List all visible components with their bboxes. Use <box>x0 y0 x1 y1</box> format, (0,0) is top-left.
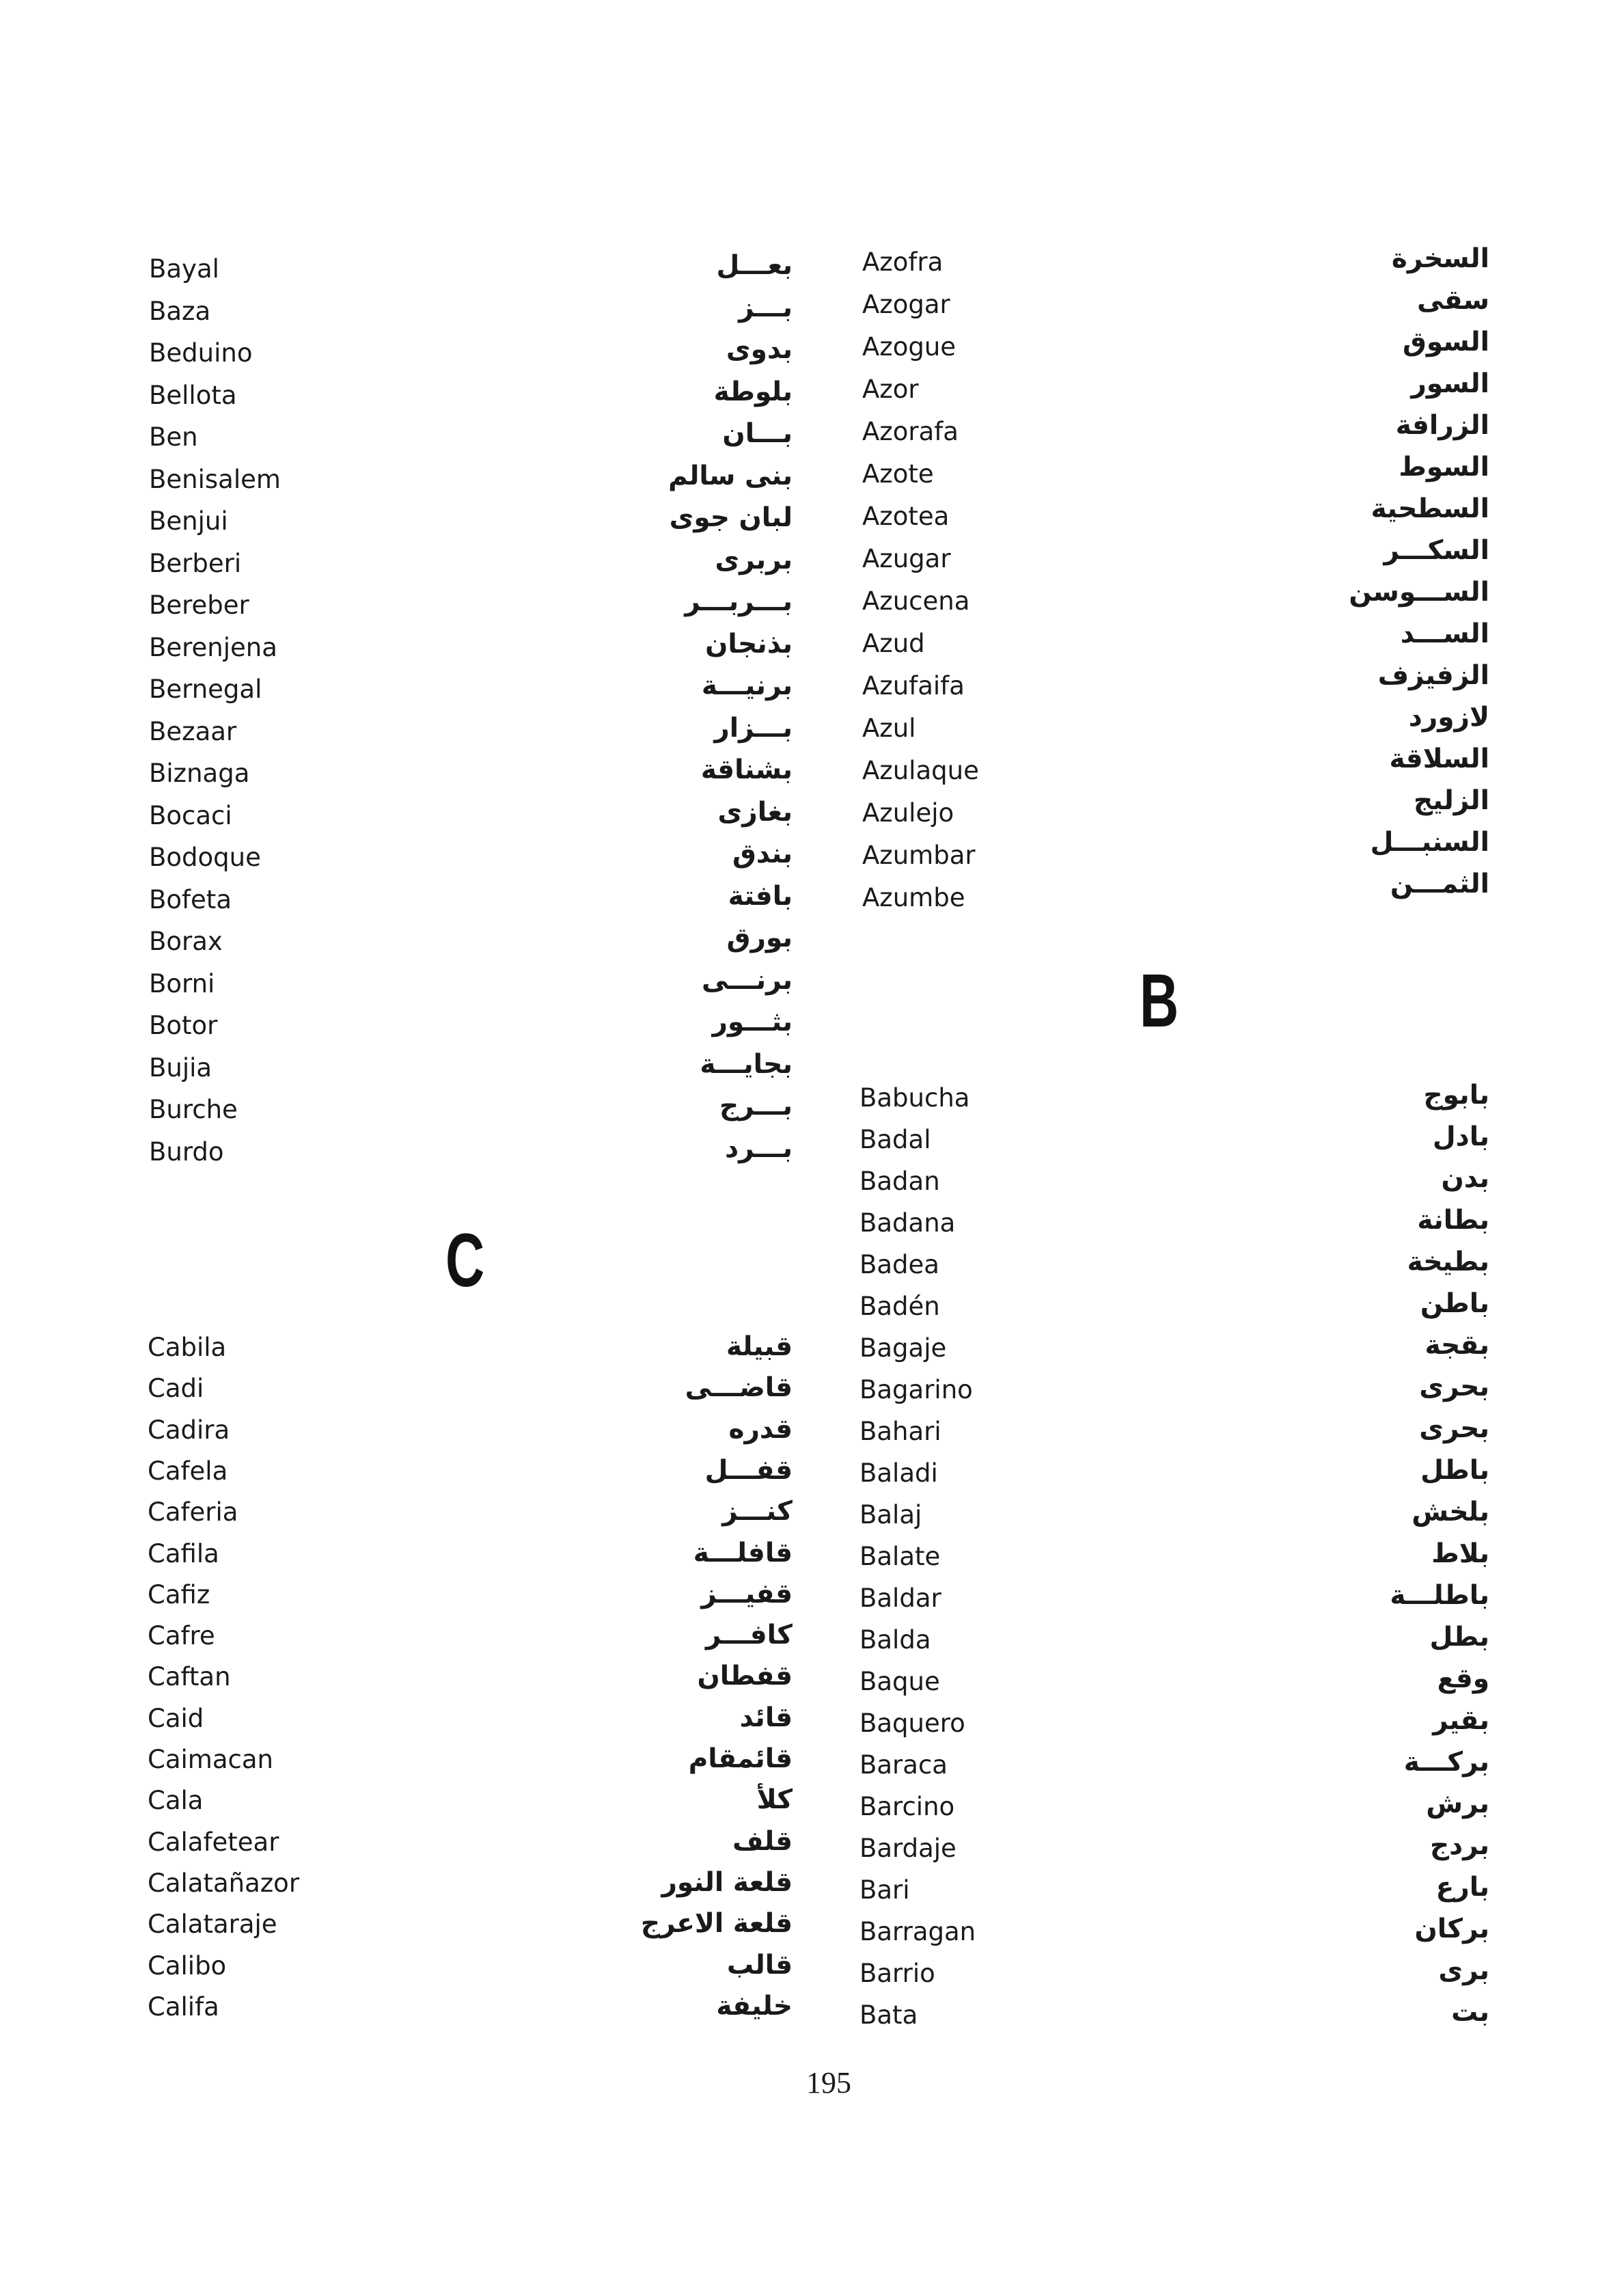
spanish-word: Balaj <box>859 1500 922 1530</box>
arabic-word: قبيلة <box>726 1331 793 1362</box>
arabic-word: بادل <box>1432 1121 1489 1152</box>
spanish-word: Calatañazor <box>148 1868 300 1898</box>
spanish-word: Azul <box>862 713 916 743</box>
spanish-word: Barrio <box>859 1959 935 1988</box>
spanish-word: Berenjena <box>149 632 277 662</box>
arabic-word: برنـــى <box>702 964 793 996</box>
arabic-word: بندق <box>732 839 793 869</box>
spanish-word: Berberi <box>149 548 242 578</box>
spanish-word: Bagarino <box>859 1375 973 1404</box>
arabic-word: بـــربـــر <box>685 586 793 617</box>
spanish-word: Bereber <box>149 590 249 620</box>
spanish-word: Cabila <box>148 1333 227 1362</box>
arabic-word: بلاط <box>1431 1538 1489 1569</box>
page-number: 195 <box>806 2066 851 2099</box>
spanish-word: Baraca <box>859 1750 948 1780</box>
arabic-word: السوط <box>1399 452 1489 482</box>
spanish-word: Azucena <box>862 586 970 616</box>
section-letter-b: B <box>1140 959 1179 1043</box>
arabic-word: سقى <box>1417 285 1489 316</box>
spanish-word: Bocaci <box>149 800 232 830</box>
arabic-word: بثـــور <box>712 1007 793 1037</box>
spanish-word: Borni <box>149 968 215 998</box>
spanish-word: Califa <box>148 1991 219 2022</box>
spanish-word: Bujia <box>149 1052 212 1083</box>
spanish-word: Bellota <box>149 380 237 410</box>
spanish-word: Benjui <box>149 506 228 536</box>
spanish-word: Bagaje <box>859 1333 947 1363</box>
arabic-word: الســـوسن <box>1349 577 1489 608</box>
spanish-word: Baque <box>859 1667 940 1696</box>
spanish-word: Badén <box>859 1292 940 1321</box>
arabic-word: قافلـــة <box>693 1537 793 1568</box>
spanish-word: Bata <box>859 2000 918 2030</box>
spanish-word: Cadi <box>148 1374 204 1404</box>
arabic-word: بـــرج <box>719 1091 793 1121</box>
arabic-word: الثمـــن <box>1390 869 1489 899</box>
spanish-word: Azufaifa <box>862 671 965 701</box>
spanish-word: Bayal <box>149 254 219 284</box>
arabic-word: بابوج <box>1423 1080 1489 1111</box>
spanish-word: Baladi <box>859 1458 938 1488</box>
arabic-word: بحرى <box>1419 1413 1489 1444</box>
spanish-word: Cala <box>148 1786 204 1816</box>
arabic-word: بقجة <box>1425 1330 1489 1361</box>
spanish-word: Badana <box>859 1208 956 1238</box>
arabic-word: برى <box>1438 1955 1489 1986</box>
arabic-word: كلأ <box>756 1784 793 1816</box>
arabic-word: بجايـــة <box>700 1048 793 1080</box>
spanish-word: Bofeta <box>149 884 232 914</box>
arabic-word: الســـد <box>1400 618 1489 649</box>
spanish-word: Azotea <box>862 502 950 531</box>
arabic-word: قلعة النور <box>661 1866 793 1898</box>
arabic-word: باطلـــة <box>1390 1580 1489 1611</box>
spanish-word: Cafre <box>148 1621 215 1651</box>
arabic-word: باطل <box>1420 1455 1489 1486</box>
arabic-word: بدوى <box>726 334 793 365</box>
arabic-word: قلف <box>732 1825 793 1857</box>
spanish-word: Caferia <box>148 1497 238 1527</box>
spanish-word: Ben <box>149 422 198 452</box>
spanish-word: Azulejo <box>862 798 954 828</box>
arabic-word: بذنجان <box>705 628 793 660</box>
spanish-word: Baldar <box>859 1583 941 1613</box>
arabic-word: السخرة <box>1391 243 1489 274</box>
arabic-word: بدن <box>1441 1163 1489 1194</box>
section-letter-c: C <box>445 1219 485 1303</box>
spanish-word: Caimacan <box>148 1745 273 1774</box>
spanish-word: Azugar <box>862 544 951 573</box>
arabic-word: بلخش <box>1412 1497 1489 1527</box>
arabic-word: باطن <box>1420 1288 1489 1319</box>
spanish-word: Azote <box>862 459 934 489</box>
spanish-word: Calafetear <box>148 1827 279 1857</box>
spanish-word: Burche <box>149 1095 238 1124</box>
spanish-word: Azumbar <box>862 841 976 870</box>
spanish-word: Balda <box>859 1625 931 1655</box>
spanish-word: Baquero <box>859 1709 965 1738</box>
spanish-word: Barragan <box>859 1917 976 1946</box>
arabic-word: لبان جوى <box>669 502 793 533</box>
arabic-word: بورق <box>726 923 793 953</box>
arabic-word: قفطان <box>697 1661 793 1692</box>
spanish-word: Badal <box>859 1125 931 1154</box>
spanish-word: Burdo <box>149 1137 224 1167</box>
spanish-word: Badea <box>859 1250 939 1279</box>
arabic-word: برش <box>1426 1789 1489 1819</box>
spanish-word: Beduino <box>149 338 253 368</box>
arabic-word: كنـــز <box>722 1496 793 1527</box>
arabic-word: بلوطة <box>713 376 793 407</box>
arabic-word: بحرى <box>1419 1372 1489 1402</box>
arabic-word: بغازى <box>717 796 793 828</box>
spanish-word: Badan <box>859 1167 940 1196</box>
spanish-word: Bodoque <box>149 843 261 872</box>
spanish-word: Azor <box>862 375 919 404</box>
arabic-word: كافـــر <box>705 1620 793 1651</box>
spanish-word: Benisalem <box>149 464 281 494</box>
arabic-word: بردج <box>1429 1830 1489 1861</box>
arabic-word: قالب <box>726 1949 793 1981</box>
spanish-word: Cafila <box>148 1538 219 1568</box>
arabic-word: قائد <box>739 1702 793 1733</box>
arabic-word: خليفة <box>716 1990 793 2022</box>
arabic-word: بطانة <box>1417 1205 1489 1236</box>
spanish-word: Biznaga <box>149 759 250 788</box>
spanish-word: Cafiz <box>148 1579 210 1609</box>
spanish-word: Cafela <box>148 1456 228 1486</box>
arabic-word: قاضـــى <box>685 1372 793 1404</box>
arabic-word: قفيـــز <box>701 1578 793 1609</box>
arabic-word: لازورد <box>1408 702 1489 733</box>
spanish-word: Bezaar <box>149 716 237 746</box>
spanish-word: Bernegal <box>149 675 262 704</box>
spanish-word: Borax <box>149 927 223 956</box>
arabic-word: قائمقام <box>688 1743 793 1774</box>
spanish-word: Azorafa <box>862 417 959 446</box>
arabic-word: بـــان <box>722 418 793 449</box>
arabic-word: بشناقة <box>700 754 793 785</box>
arabic-word: بـــز <box>739 292 793 323</box>
arabic-word: بـــرد <box>725 1132 793 1164</box>
arabic-word: قدره <box>728 1413 793 1445</box>
spanish-word: Azumbe <box>862 883 965 912</box>
spanish-word: Caftan <box>148 1662 231 1692</box>
spanish-word: Bari <box>859 1875 910 1905</box>
spanish-word: Azud <box>862 629 925 658</box>
arabic-word: بعـــل <box>716 250 793 281</box>
spanish-word: Bardaje <box>859 1834 956 1863</box>
spanish-word: Bahari <box>859 1417 941 1446</box>
spanish-word: Azogar <box>862 290 950 319</box>
spanish-word: Calibo <box>148 1950 227 1981</box>
spanish-word: Barcino <box>859 1792 955 1821</box>
arabic-word: السور <box>1411 368 1489 399</box>
arabic-word: وقع <box>1437 1663 1489 1694</box>
spanish-word: Azogue <box>862 332 956 362</box>
arabic-word: بـــزار <box>714 712 793 744</box>
arabic-word: بركان <box>1414 1914 1489 1944</box>
arabic-word: السكـــر <box>1384 535 1489 566</box>
arabic-word: السلاقة <box>1389 744 1489 774</box>
spanish-word: Baza <box>149 296 211 326</box>
arabic-word: بافتة <box>728 880 793 912</box>
spanish-word: Botor <box>149 1011 218 1040</box>
arabic-word: الزفيزف <box>1377 660 1489 691</box>
spanish-word: Babucha <box>859 1083 970 1113</box>
spanish-word: Balate <box>859 1542 941 1571</box>
arabic-word: بقير <box>1433 1705 1489 1736</box>
arabic-word: بارع <box>1435 1872 1489 1903</box>
arabic-word: بت <box>1451 1997 1489 2028</box>
arabic-word: بطيخة <box>1407 1247 1489 1277</box>
arabic-word: السنبـــل <box>1370 827 1489 858</box>
arabic-word: السطحية <box>1371 493 1489 524</box>
arabic-word: السوق <box>1402 327 1489 357</box>
arabic-word: الزرافة <box>1395 410 1489 441</box>
spanish-word: Cadira <box>148 1415 230 1445</box>
arabic-word: بركـــة <box>1403 1747 1489 1778</box>
arabic-word: بربرى <box>715 544 793 575</box>
spanish-word: Azulaque <box>862 756 979 785</box>
spanish-word: Caid <box>148 1703 204 1733</box>
arabic-word: بنى سالم <box>668 460 793 491</box>
spanish-word: Calataraje <box>148 1909 277 1940</box>
spanish-word: Azofra <box>862 247 944 277</box>
arabic-word: الزليج <box>1414 785 1489 816</box>
arabic-word: بطل <box>1429 1622 1489 1653</box>
arabic-word: قفـــل <box>704 1454 793 1486</box>
arabic-word: قلعة الاعرج <box>640 1908 793 1940</box>
arabic-word: برنيـــة <box>701 670 793 701</box>
